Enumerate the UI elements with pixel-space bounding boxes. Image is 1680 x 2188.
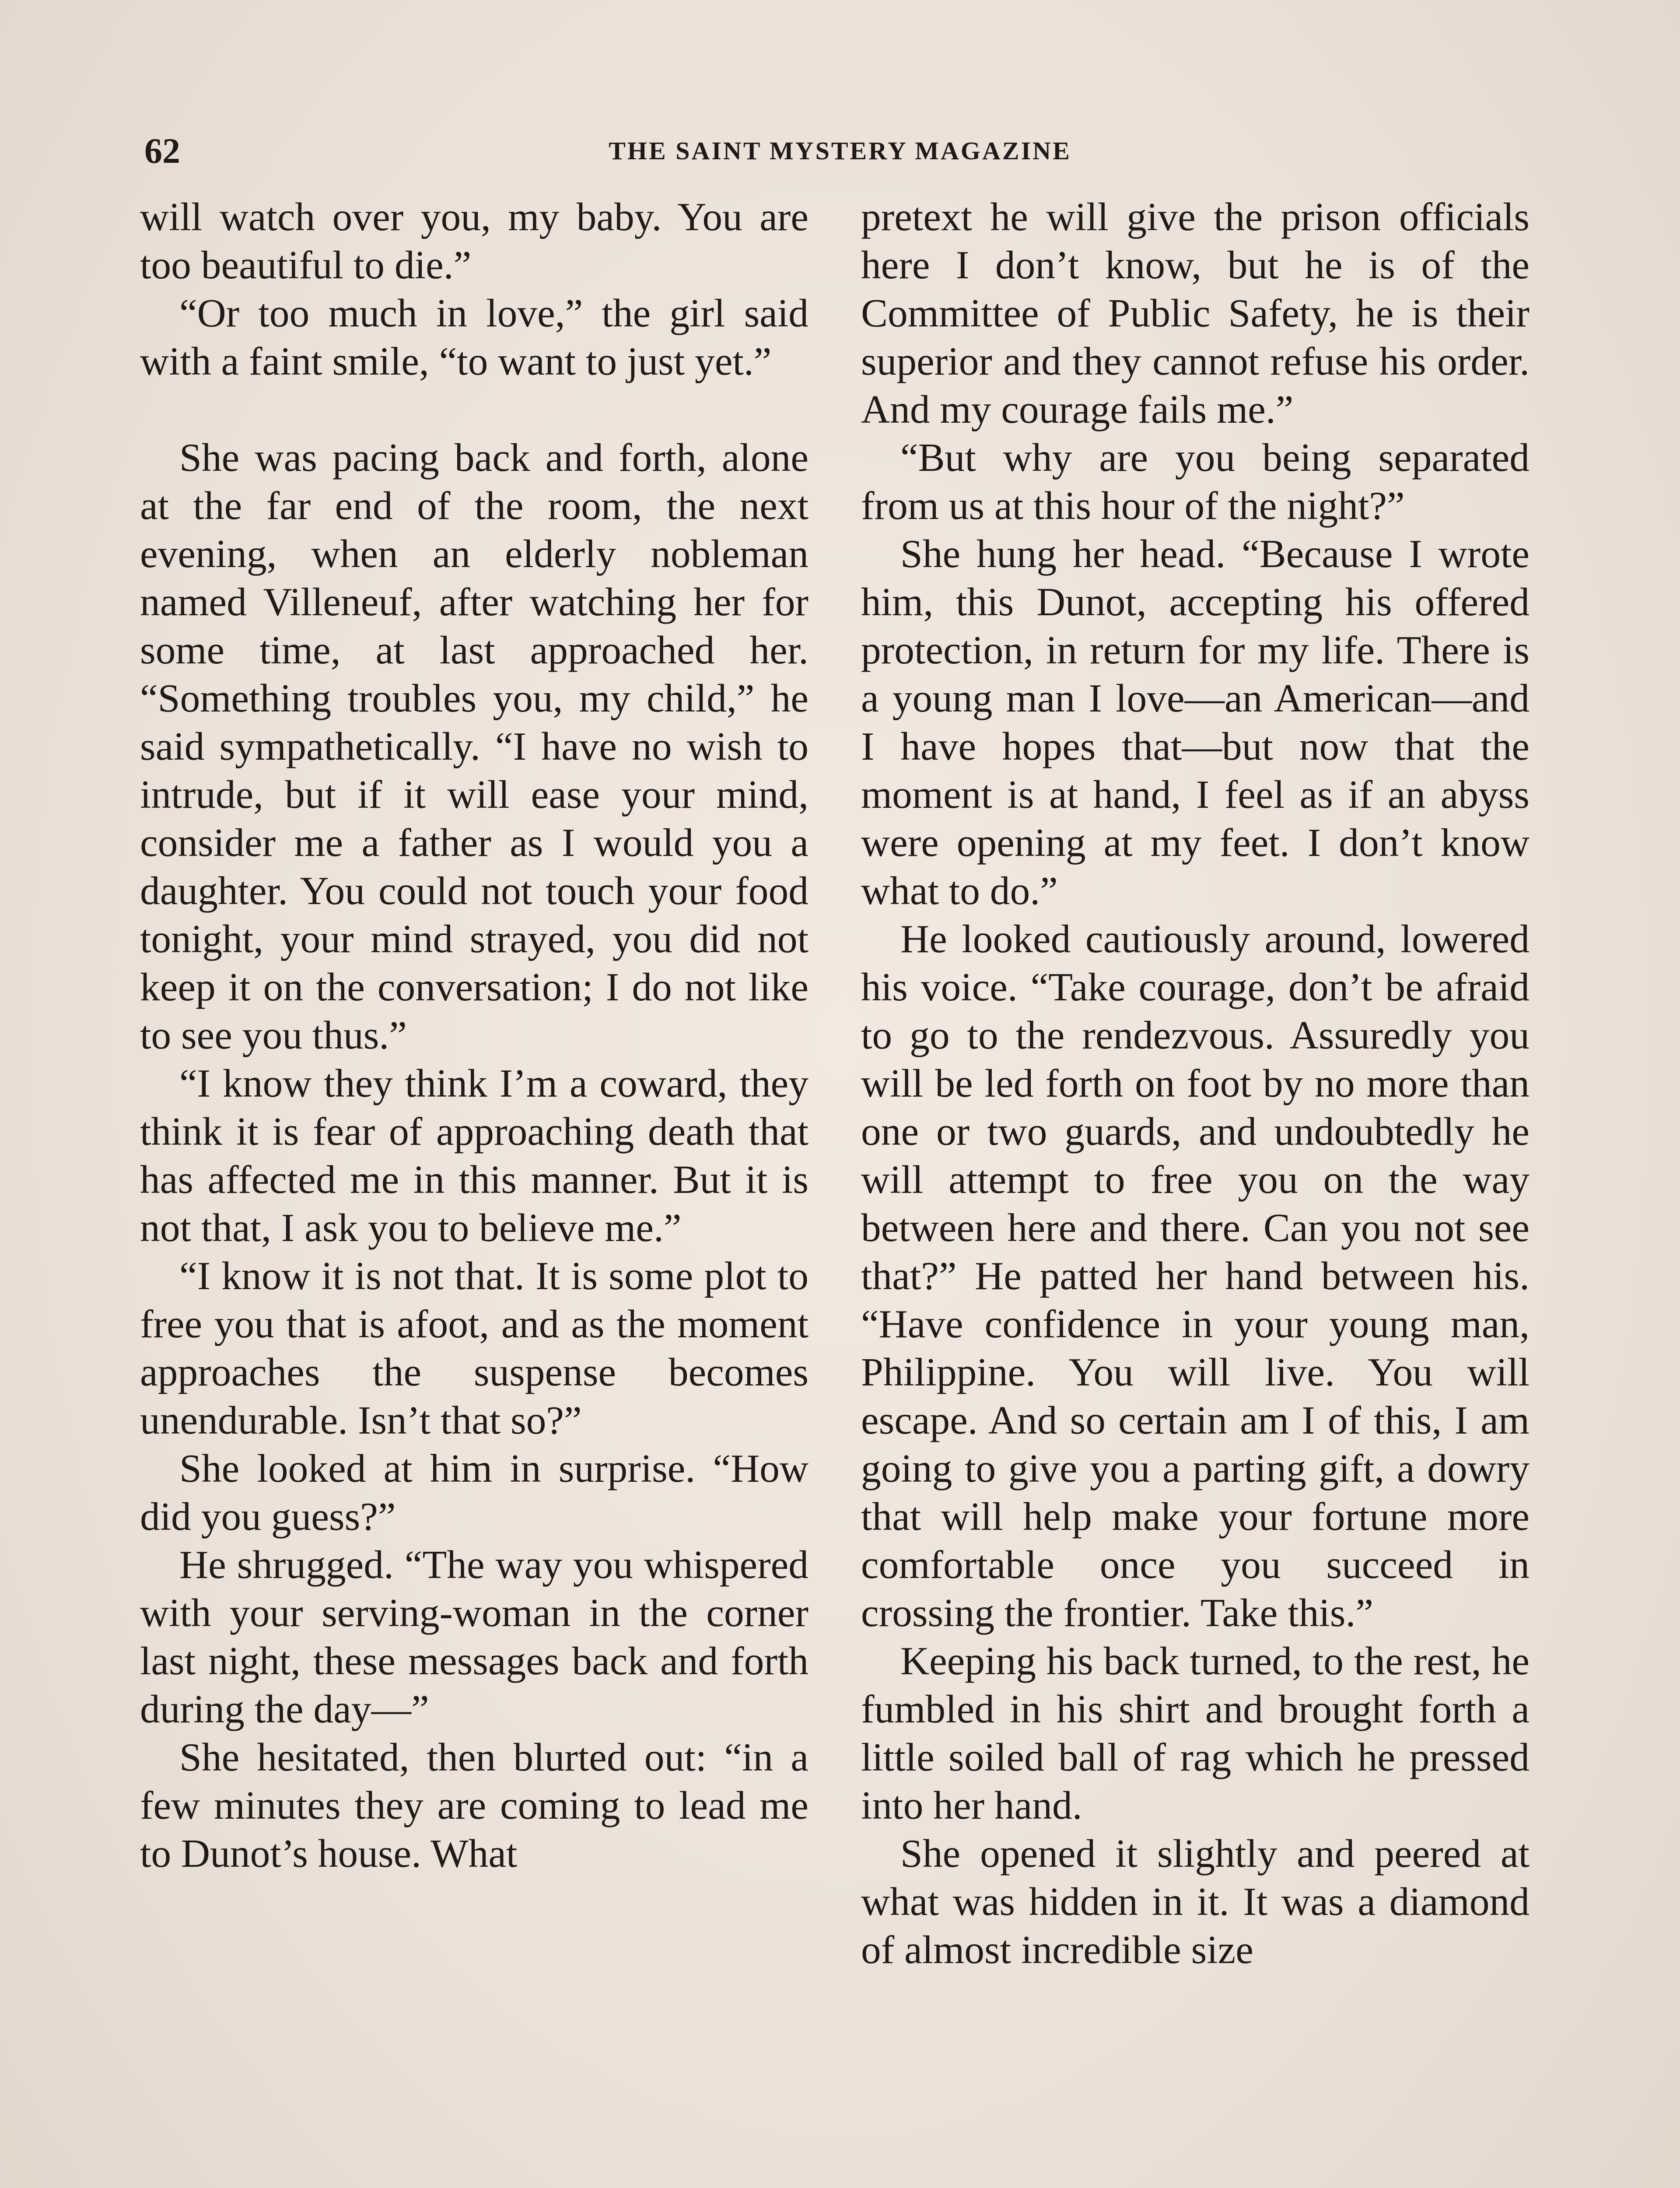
running-head [144,127,1536,175]
paragraph: “I know they think I’m a coward, they think it is fear of approaching death that has affected me in this manner. But it is not that, I ask you to believe me.” [140,1061,808,1250]
paragraph: “I know it is not that. It is some plot to free you that is afoot, and as the moment approaches the suspense becomes unendurable. Isn’t that so?” [140,1253,808,1442]
paragraph: “But why are you being separated from us at this hour of the night?” [861,435,1530,528]
paragraph: will watch over you, my baby. You are too beautiful to die.” [140,194,808,287]
magazine-title: THE SAINT MYSTERY MAGAZINE [609,137,1071,165]
paragraph: He shrugged. “The way you whispered with your serving-woman in the corner last night, these messages back and forth during the day—” [140,1542,808,1731]
paragraph: She hesitated, then blurted out: “in a few minutes they are coming to lead me to Dunot’s house. What [140,1735,808,1876]
paragraph: She was pacing back and forth, alone at the far end of the room, the next evening, when an elderly nobleman named Villeneuf, after watching her for some time, at last approached her. “Something troubles you, my child,” he said sympathetically. “I have no wish to intrude, but if it will ease your mind, consider me a father as I would you a daughter. You could not touch your food tonight, your mind strayed, you did not keep it on the conversation; I do not like to see you thus.” [140,435,808,1057]
paragraph: She looked at him in surprise. “How did you guess?” [140,1446,808,1539]
left-column [140,193,808,1877]
page-number: 62 [144,131,180,171]
paragraph: He looked cautiously around, lowered his voice. “Take courage, don’t be afraid to go to the rendezvous. Assuredly you will be led forth on foot by no more than one or two guards, and undoubtedly he will attempt to free you on the way between here and there. Can you not see that?” He patted her hand between his. “Have confidence in your young man, Philippine. You will live. You will escape. And so certain am I of this, I am going to give you a parting gift, a dowry that will help make your fortune more comfortable once you succeed in crossing the frontier. Take this.” [861,916,1530,1635]
paragraph: She hung her head. “Because I wrote him, this Dunot, accepting his offered protection, in return for my life. There is a young man I love—an American—and I have hopes that—but now that the moment is at hand, I feel as if an abyss were opening at my feet. I don’t know what to do.” [861,531,1530,913]
paragraph: She opened it slightly and peered at what was hidden in it. It was a diamond of almost incredible size [861,1831,1530,1972]
paragraph: Keeping his back turned, to the rest, he fumbled in his shirt and brought forth a little soiled ball of rag which he pressed into her hand. [861,1638,1530,1827]
paragraph: “Or too much in love,” the girl said with a faint smile, “to want to just yet.” [140,291,808,383]
right-column [861,193,1530,1974]
paragraph: pretext he will give the prison officials here I don’t know, but he is of the Committee of Public Safety, he is their superior and they cannot refuse his order. And my courage fails me.” [861,194,1530,431]
